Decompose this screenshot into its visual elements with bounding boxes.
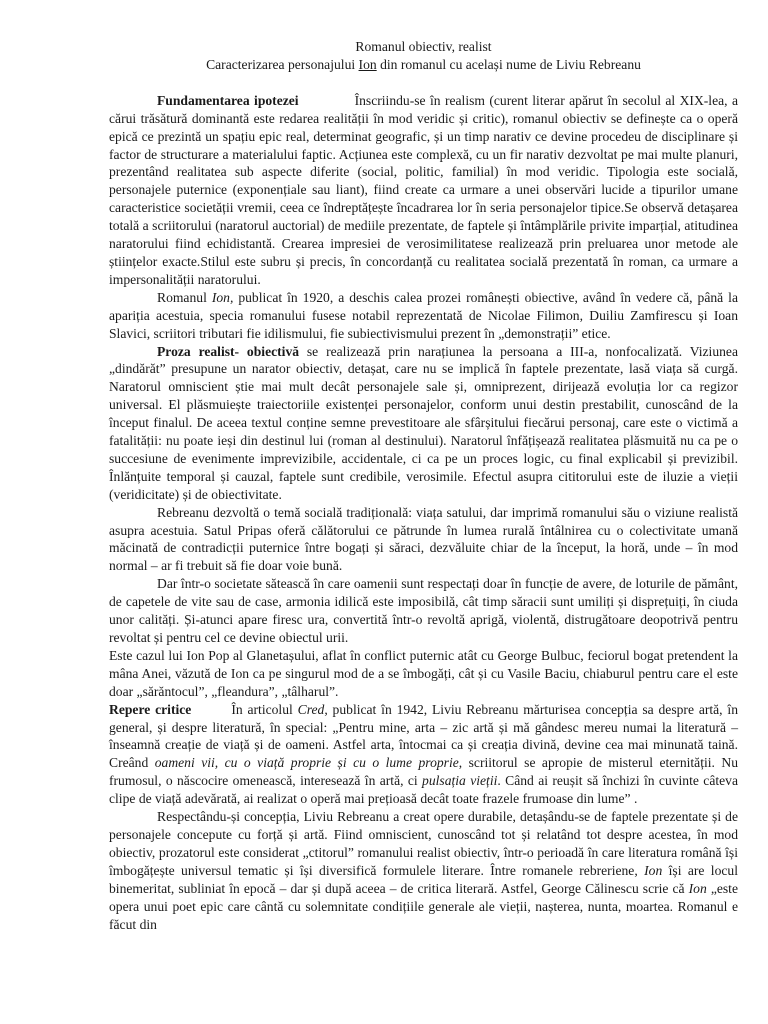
heading-proza-realist-obiectiva: Proza realist- obiectivă (157, 343, 300, 359)
novel-title-ion: Ion, (211, 289, 234, 305)
document-title: Romanul obiectiv, realist (355, 39, 492, 54)
paragraph-societate-sateasca: Dar într-o societate sătească în care oamenii sunt respectați doar în funcție de avere, de loturile de pământ, de capetele de vite sau de case, armonia idilică este imposibilă, cât timp săracii sunt umiliți și disprețuiți, în ciuda unor calități. Și-atunci apare firesc ura, convertită într-o revoltă aprigă, violentă, distrugătoare deopotrivă pentru revoltat și pentru cel ce devine obiectul urii. (109, 576, 738, 645)
heading-repere-critice: Repere critice (109, 701, 192, 717)
paragraph-cazul-ion: Este cazul lui Ion Pop al Glanetașului, aflat în conflict puternic atât cu George Bulbuc, feciorul bogat pretendent la mâna Anei, văzută de Ion ca pe singurul mod de a se îmbogăți, cât și cu Vasile Baciu, chiaburul pentru care el este doar „sărăntocul”, „fleandura”, „tâlharul”. (109, 647, 738, 699)
conceptia-text-c: „este opera unui poet epic care cântă cu solemnitate condițiile generale ale vieții, nașterea, nunta, moartea. Romanul e făcut din (109, 880, 738, 932)
ipoteza-text: Înscriindu-se în realism (curent literar apărut în secolul al XIX-lea, a cărui trăsătură dominantă este redarea realității în mod veridic și critic), romanul obiectiv se definește ca o operă epică ce prezintă un spațiu epic real, determinat geografic, și un timp narativ ce devine procedeu de disciplinare și factor de structurare a materialului faptic. Acțiunea este complexă, cu un fir narativ dezvoltat pe mai multe planuri, prezentând realitatea sub aspecte diferite (social, politic, familial) în mod veridic. Tipologia este socială, personajele puternice (exponențiale sau liant), fiind create ca urmare a unei observări lucide a tipurilor umane caracteristice societății vremii, ceea ce îndreptățește încadrarea lor în seria personajelor tipice.Se observă detașarea totală a scriitorului (naratorul auctorial) de mediile prezentate, de faptele și întâmplările privite imparțial, atitudinea naratorului fiind echidistantă. Crearea impresiei de verosimilitatese realizează prin preluarea unor metode ale științelor exacte.Stilul este subru și precis, în concordanță cu realitatea socială prezentată în roman, ca urmare a impersonalității naratorului. (109, 92, 738, 287)
conceptia-text-b: își are locul binemeritat, subliniat în epocă – dar și după aceea – de critica literară. Astfel, George Călinescu scrie că (109, 862, 738, 896)
quote-italic-oameni-vii: oameni vii, cu o viață proprie și cu o lume proprie (154, 755, 459, 771)
subtitle-text-pre: Caracterizarea personajului (206, 56, 359, 72)
proza-text: se realizează prin narațiunea la persoana a III-a, nonfocalizată. Viziunea „dindărăt” presupune un narator obiectiv, detașat, care nu se implică în faptele prezentate, lasă viața să curgă. Naratorul omniscient știe mai mult decât personajele sale și, omniprezent, dirijează evoluția lor ca regizor universal. El plăsmuiește traiectoriile existenței personajelor, conform unui destin prestabilit, cunoscând de la început finalul. De aceea textul conține semne prevestitoare ale sfârșitului fiecărui personaj, care este o victimă a fatalității: nu poate ieși din destinul lui (roman al destinului). Naratorul înfățișează realitatea plăsmuită nu ca pe o succesiune de evenimente imprevizibile, accidentale, ci ca pe un proces logic, cu final explicabil și previzibil. Înlănțuite temporal și cauzal, faptele sunt credibile, verosimile. Efectul asupra cititorului este de iluzie a vieții (veridicitate) și de obiectivitate. (109, 343, 738, 502)
romanul-text-pre: Romanul (157, 289, 212, 305)
paragraph-conceptia (109, 808, 738, 933)
subtitle-character-name: Ion (358, 56, 377, 72)
paragraph-romanul-ion (109, 289, 738, 343)
novel-title-ion-2: Ion (644, 862, 663, 878)
quote-italic-pulsatia-vietii: pulsația vieții (422, 773, 498, 789)
document-subtitle (109, 56, 738, 74)
paragraph-repere-critice (109, 701, 738, 808)
heading-fundamentarea-ipotezei: Fundamentarea ipotezei (157, 92, 299, 108)
conceptia-text-a: Respectându-și concepția, Liviu Rebreanu a creat opere durabile, detașându-se de faptele prezentate și de personajele concepute cu forță și artă. Fiind omniscient, cunoscând tot și relatând tot despre acestea, în mod obiectiv, prozatorul este considerat „ctitorul” romanului realist obiectiv, într-o perioadă în care literatura română își îmbogățește universul tematic și își diversifică formulele literare. Între romanele rebreriene, (109, 809, 738, 878)
repere-text-b: , publicat în 1942, Liviu Rebreanu mărturisea concepția sa despre artă, în general, și despre literatură, în special: „Pentru mine, arta – zic artă și mă gândesc mereu numai la literatură – înseamnă creație de viață și de oameni. Astfel arta, întocmai ca și creația divină, devine cea mai minunată taină. Creând (109, 701, 738, 771)
paragraph-proza-realista (109, 343, 738, 504)
paragraph-tema-sociala: Rebreanu dezvoltă o temă socială tradițională: viața satului, dar imprimă romanului său o viziune realistă asupra acestuia. Satul Pripas oferă călătorului ce pătrunde în lumea rurală întâlnirea cu o colectivitate umană măcinată de contradicții puternice între bogați și săraci, dezvăluite chiar de la început, la horă, unde – în mod normal – ar fi trebuit să fie doar voie bună. (109, 504, 738, 574)
novel-title-ion-3: Ion (688, 880, 707, 896)
subtitle-text-post: din romanul cu același nume de Liviu Rebreanu (376, 56, 641, 72)
article-title-cred: Cred (297, 701, 325, 717)
romanul-text-post: publicat în 1920, a deschis calea prozei românești obiective, având în vedere că, până la apariția acestuia, specia romanului fusese notabil reprezentată de Nicolae Filimon, Duiliu Zamfirescu și Ioan Slavici, scriitori tributari fie idilismului, fie subiectivismului prezent în „demonstrații” etice. (109, 289, 738, 341)
repere-text-d: . Când ai reușit să închizi în cuvinte câteva clipe de viață adevărată, ai realizat o operă mai prețioasă decât toate frazele frumoase din lume” . (109, 773, 738, 807)
paragraph-ipoteza (109, 92, 738, 289)
repere-text-c: , scriitorul se apropie de misterul eternității. Nu frumosul, o născocire omenească, interesează în artă, ci (109, 755, 738, 789)
repere-text-a: În articolul (231, 701, 298, 717)
